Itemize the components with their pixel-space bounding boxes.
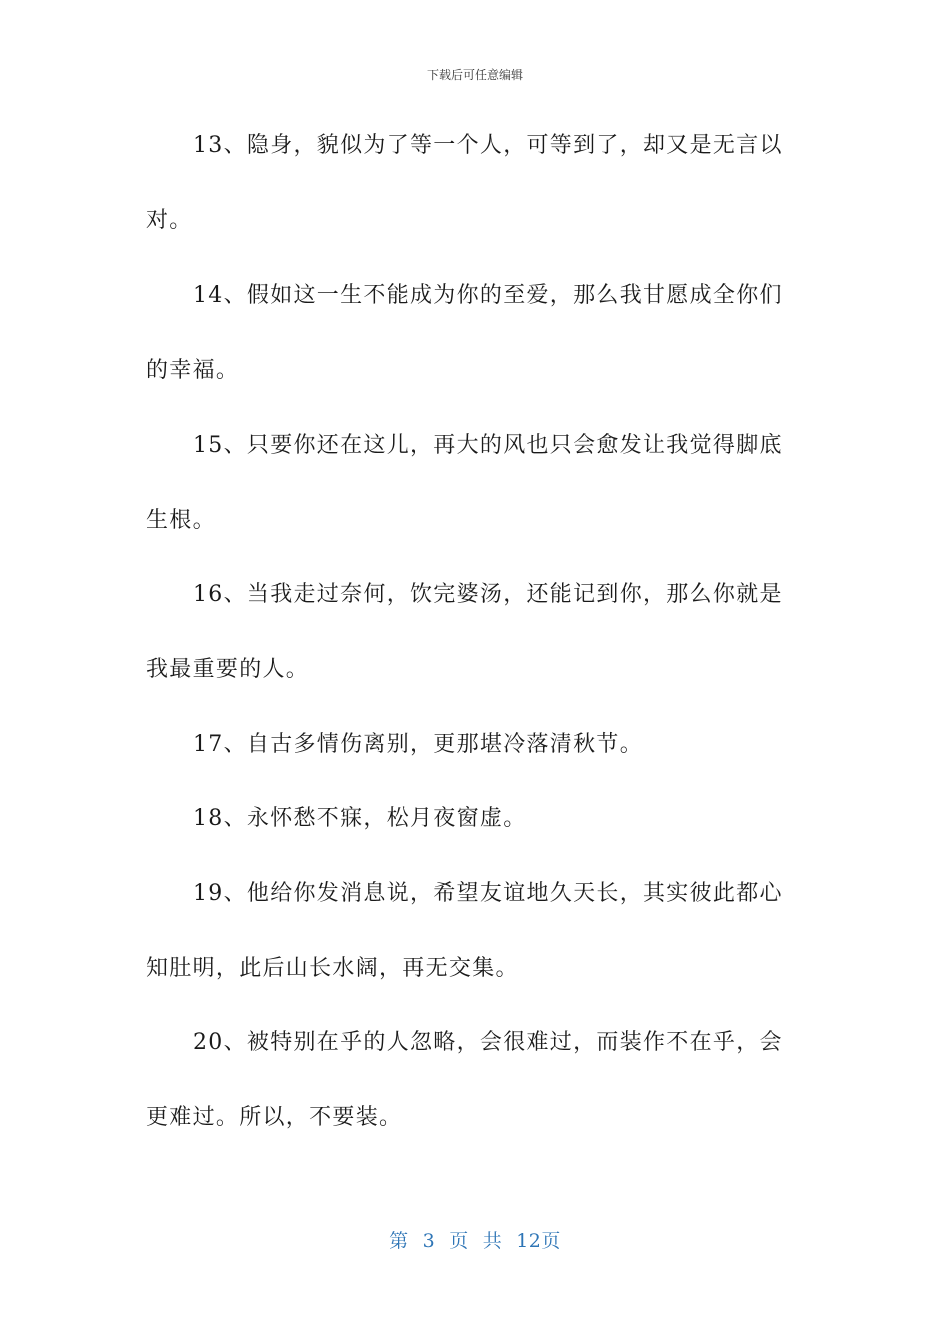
paragraph-14-line-2: 的幸福。 <box>146 358 240 383</box>
total-pages: 12页 <box>516 1230 561 1252</box>
paragraph-13-line-1: 13、隐身，貌似为了等一个人，可等到了，却又是无言以 <box>193 133 783 158</box>
page-prefix: 第 <box>389 1230 409 1252</box>
header-note: 下载后可任意编辑 <box>426 68 523 82</box>
paragraph-14-line-1: 14、假如这一生不能成为你的至爱，那么我甘愿成全你们 <box>193 283 783 308</box>
paragraph-18-line-1: 18、永怀愁不寐，松月夜窗虚。 <box>193 806 527 831</box>
paragraph-20-line-2: 更难过。所以，不要装。 <box>146 1105 403 1130</box>
paragraph-17-line-1: 17、自古多情伤离别，更那堪冷落清秋节。 <box>193 732 643 757</box>
paragraph-20-line-1: 20、被特别在乎的人忽略，会很难过，而装作不在乎，会 <box>193 1030 783 1055</box>
paragraph-15-line-1: 15、只要你还在这儿，再大的风也只会愈发让我觉得脚底 <box>193 433 783 458</box>
page-footer <box>0 1226 950 1253</box>
paragraph-13-line-2: 对。 <box>146 208 193 233</box>
paragraph-15-line-2: 生根。 <box>146 508 216 533</box>
paragraph-16-line-1: 16、当我走过奈何，饮完婆汤，还能记到你，那么你就是 <box>193 582 783 607</box>
paragraph-19-line-1: 19、他给你发消息说，希望友谊地久天长，其实彼此都心 <box>193 881 783 906</box>
total-prefix: 共 <box>482 1230 503 1252</box>
paragraph-19-line-2: 知肚明，此后山长水阔，再无交集。 <box>146 956 519 981</box>
paragraph-16-line-2: 我最重要的人。 <box>146 657 310 682</box>
page-number: 3 <box>422 1230 436 1252</box>
page-label: 页 <box>449 1230 469 1252</box>
